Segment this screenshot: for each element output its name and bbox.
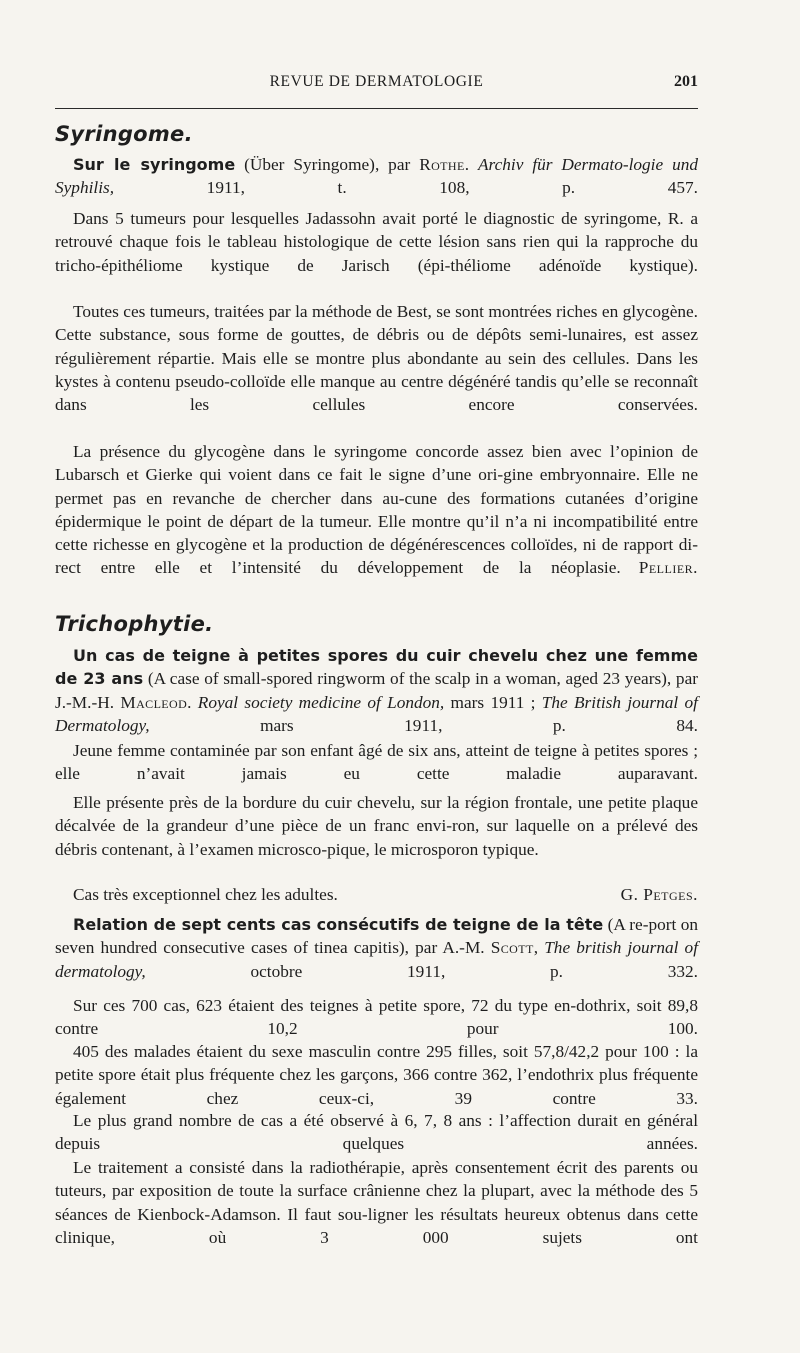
author-name: Macleod (120, 692, 188, 712)
article-title: Un cas de teigne à petites spores du cuir chevelu chez une femme de 23 ans (55, 646, 698, 689)
reference-text: (Über Syringome), par (235, 155, 420, 174)
paragraph: Le traitement a consisté dans la radiothérapie, après consentement écrit des parents ou tuteurs, par exposition de toute la surface crânienne chez la plupart, avec la méthode des 5 séances de Kienbock-Adamson. Il faut sou-ligner les résultats heureux obtenus dans cette clinique, où 3 000 sujets ont (55, 1158, 698, 1247)
journal-name: The british journal of dermatology, (55, 938, 698, 981)
article-title: Relation de sept cents cas consécutifs de teigne de la tête (73, 915, 604, 934)
reference-text: (A case of small-spored ringworm of the scalp in a woman, aged 23 years), par J.-M.-H. (55, 669, 698, 712)
section-title-trichophytie: Trichophytie. (55, 612, 214, 636)
paragraph: Dans 5 tumeurs pour lesquelles Jadassohn avait porté le diagnostic de syringome, R. a retrouvé chaque fois le tableau histologique de cette lésion sans rien qui la rapproche du tricho-épithéliome kystique de Jarisch (épi-théliome adénoïde kystique). (55, 209, 698, 275)
paragraph (55, 883, 698, 906)
reference-text: 1911, t. 108, p. 457. (114, 178, 698, 198)
page-number: 201 (674, 73, 698, 90)
paragraph: Toutes ces tumeurs, traitées par la méthode de Best, se sont montrées riches en glycogène. Cette substance, sous forme de gouttes, de débris ou de dépôts semi-lunaires, est assez régulièrement répartie. Mais elle se montre plus abondante au sein des cellules. Dans les kystes à contenu pseudo-colloïde elle manque au centre dégénéré tandis qu’elle se reconnaît dans les cellules encore conservées. (55, 302, 698, 415)
section-title-syringome: Syringome. (55, 122, 193, 146)
journal-name: Royal society medicine of London, (197, 692, 445, 712)
paragraph: 405 des malades étaient du sexe masculin contre 295 filles, soit 57,8/42,2 pour 100 : la petite spore était plus fréquente chez les garçons, 366 contre 362, l’endothrix plus fréquente également chez ceux-ci, 39 contre 33. (55, 1042, 698, 1108)
journal-name: Archiv für Dermato-logie und Syphilis, (55, 155, 699, 198)
journal-name: The British journal of Dermatology, (55, 692, 698, 735)
paragraph (55, 440, 698, 580)
reference-text: , (533, 938, 545, 958)
running-header (55, 73, 698, 95)
author-name: Rothe (419, 155, 465, 174)
reference-text: octobre 1911, p. 332. (145, 961, 698, 981)
paragraph-text: La présence du glycogène dans le syringome concorde assez bien avec l’opinion de Lubarsch et Gierke qui voient dans ce fait le signe d’une ori-gine embryonnaire. Elle ne permet pas en revanche de chercher dans au-cune des formations cutanées d’origine épidermique le point de départ de la tumeur. Elle montre qu’il n’a ni incompatibilité entre cette richesse en glycogène et la production de dégénérescences colloïdes, ni de rapport di-rect entre elle et l’intensité du développement de la néoplasie. (55, 442, 698, 578)
signature: Pellier. (638, 558, 698, 578)
reference-text: (A re-port on seven hundred consecutive cases of tinea capitis), par A.-M. (55, 915, 698, 958)
running-title: REVUE DE DERMATOLOGIE (269, 73, 484, 90)
paragraph: Jeune femme contaminée par son enfant âgé de six ans, atteint de teigne à petites spores ; elle n’avait jamais eu cette maladie auparavant. (55, 741, 698, 784)
paragraph-text: Cas très exceptionnel chez les adultes. (73, 885, 338, 904)
syringome-reference (55, 153, 698, 200)
paragraph: Le plus grand nombre de cas a été observé à 6, 7, 8 ans : l’affection durait en général depuis quelques années. (55, 1111, 698, 1154)
reference-text: . (464, 155, 478, 174)
signature: G. Petges. (620, 885, 698, 904)
reference-text: mars 1911, p. 84. (149, 715, 698, 735)
paragraph: Sur ces 700 cas, 623 étaient des teignes à petite spore, 72 du type en-dothrix, soit 89,8 contre 10,2 pour 100. (55, 996, 698, 1039)
author-name: Scott (490, 938, 534, 958)
trichophytie-reference-2 (55, 913, 698, 983)
paragraph: Elle présente près de la bordure du cuir chevelu, sur la région frontale, une petite plaque décalvée de la grandeur d’une pièce de un franc envi-ron, sur laquelle on a prélevé des débris contenant, à l’examen microsco-pique, le microsporon typique. (55, 793, 698, 859)
trichophytie-reference-1 (55, 644, 698, 737)
article-title: Sur le syringome (73, 155, 236, 174)
reference-text: mars 1911 ; (444, 692, 542, 712)
header-rule (55, 108, 698, 109)
reference-text: . (187, 692, 198, 712)
